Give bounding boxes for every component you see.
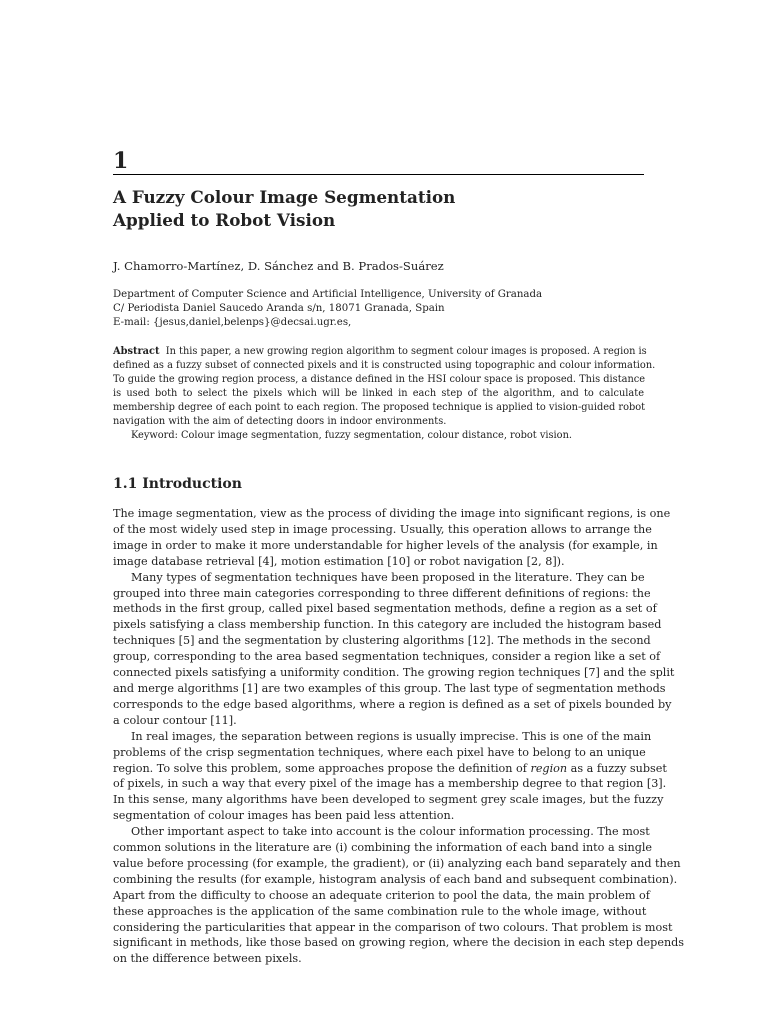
abstract-line: is used both to select the pixels which will be linked in each step of the algorithm, and to calculate [113, 388, 644, 399]
body-line: The image segmentation, view as the process of dividing the image into significant regions, is one [113, 507, 671, 520]
body-line: considering the particularities that appear in the comparison of two colours. That problem is most [113, 920, 673, 934]
abstract [113, 345, 656, 443]
abstract-heading: Abstract [113, 346, 160, 357]
body-line: Many types of segmentation techniques have been proposed in the literature. They can be [131, 570, 645, 584]
body-line: group, corresponding to the area based segmentation techniques, consider a region like a set of [113, 650, 661, 664]
abstract-line: To guide the growing region process, a distance defined in the HSI colour space is proposed. This distance [113, 374, 646, 385]
body-text [113, 506, 685, 967]
affiliation-address: C/ Periodista Daniel Saucedo Aranda s/n, 18071 Granada, Spain [113, 303, 445, 314]
body-line: connected pixels satisfying a uniformity condition. The growing region techniques [7] and the split [113, 666, 675, 680]
body-text-fragment: region. To solve this problem, some approaches propose the definition of [113, 761, 531, 775]
affiliation-department: Department of Computer Science and Artificial Intelligence, University of Granada [113, 289, 543, 300]
body-text-fragment: as a fuzzy subset [567, 761, 667, 775]
abstract-line: navigation with the aim of detecting doors in indoor environments. [113, 416, 447, 427]
abstract-line: defined as a fuzzy subset of connected pixels and it is constructed using topographic and colour information. [113, 360, 656, 371]
abstract-text: In this paper, a new growing region algorithm to segment colour images is proposed. A region is [165, 346, 647, 357]
body-line: In this sense, many algorithms have been developed to segment grey scale images, but the fuzzy [113, 793, 664, 807]
chapter-number: 1 [113, 148, 129, 174]
body-line: of the most widely used step in image processing. Usually, this operation allows to arrange the [113, 522, 652, 536]
section-heading: 1.1 Introduction [113, 476, 242, 492]
chapter-rule [113, 174, 644, 175]
abstract-line [113, 345, 647, 359]
body-line [113, 761, 667, 777]
body-line: pixels satisfying a class membership function. In this category are included the histogram based [113, 618, 662, 632]
paper-title-line-2: Applied to Robot Vision [113, 210, 336, 230]
body-emphasis: region [530, 761, 568, 775]
paper-title-line-1: A Fuzzy Colour Image Segmentation [113, 187, 456, 207]
body-line: and merge algorithms [1] are two examples of this group. The last type of segmentation methods [113, 681, 666, 695]
body-line: methods in the first group, called pixel based segmentation methods, define a region as a set of [113, 602, 657, 616]
body-line: image in order to make it more understandable for higher levels of the analysis (for example, in [113, 538, 658, 552]
paper-title [113, 186, 653, 232]
body-line: significant in methods, like those based on growing region, where the decision in each step depends [113, 936, 685, 950]
body-line: a colour contour [11]. [113, 713, 237, 727]
body-line: corresponds to the edge based algorithms, where a region is defined as a set of pixels bounded by [113, 697, 672, 711]
body-line: of pixels, in such a way that every pixel of the image has a membership degree to that region [3]. [113, 777, 667, 791]
body-line: these approaches is the application of the same combination rule to the whole image, without [113, 904, 647, 918]
body-line: grouped into three main categories corresponding to three different definitions of regions: the [113, 586, 651, 600]
author-list: J. Chamorro-Martínez, D. Sánchez and B. Prados-Suárez [113, 259, 444, 273]
affiliation-email: E-mail: {jesus,daniel,belenps}@decsai.ugr.es, [113, 317, 352, 328]
body-line: value before processing (for example, the gradient), or (ii) analyzing each band separately and then [113, 856, 681, 870]
abstract-keywords: Keyword: Colour image segmentation, fuzzy segmentation, colour distance, robot vision. [131, 430, 572, 441]
body-line: problems of the crisp segmentation techniques, where each pixel have to belong to an unique [113, 745, 646, 759]
body-line: Other important aspect to take into account is the colour information processing. The most [131, 825, 650, 839]
affiliation [113, 288, 542, 330]
abstract-line: membership degree of each point to each region. The proposed technique is applied to vision-guided robot [113, 402, 646, 413]
body-line: combining the results (for example, histogram analysis of each band and subsequent combination). [113, 872, 678, 886]
body-line: In real images, the separation between regions is usually imprecise. This is one of the main [131, 729, 652, 743]
body-line: segmentation of colour images has been paid less attention. [113, 809, 455, 823]
body-line: image database retrieval [4], motion estimation [10] or robot navigation [2, 8]). [113, 554, 565, 568]
body-line: common solutions in the literature are (i) combining the information of each band into a single [113, 841, 653, 855]
body-line: techniques [5] and the segmentation by clustering algorithms [12]. The methods in the second [113, 634, 651, 648]
body-line: Apart from the difficulty to choose an adequate criterion to pool the data, the main problem of [113, 888, 650, 902]
body-line: on the difference between pixels. [113, 952, 302, 966]
